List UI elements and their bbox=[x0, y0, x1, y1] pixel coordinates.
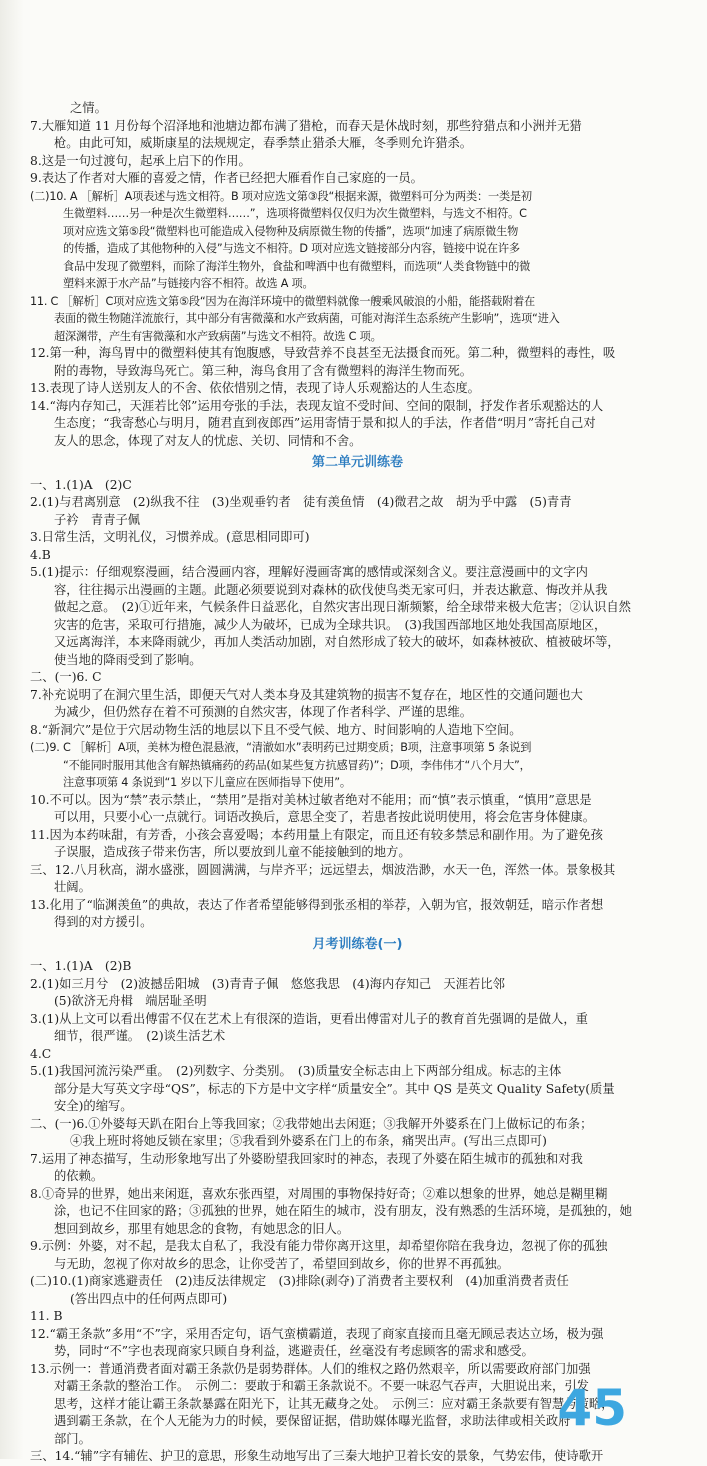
text-line: 部门。 bbox=[54, 1431, 91, 1446]
text-line: 思考，这样才能让霸王条款暴露在阳光下，让其无藏身之处。 示例三：应对霸王条款要有智慧与策略， bbox=[54, 1396, 614, 1411]
text-line: 7.补充说明了在洞穴里生活，即便天气对人类本身及其建筑物的损害不复存在，地区性的交通问题也大 bbox=[30, 687, 583, 702]
text-line: 友人的思念，体现了对友人的忧虑、关切、同情和不舍。 bbox=[54, 433, 362, 448]
text-line: 4.C bbox=[30, 1046, 52, 1061]
text-line: 7.运用了神态描写，生动形象地写出了外婆盼望我回家时的神态，表现了外婆在陌生城市的孤独和对我 bbox=[30, 1151, 583, 1166]
text-line: 塑料来源于水产品”与链接内容不相符。故选 A 项。 bbox=[63, 277, 314, 290]
text-line: 与无助，忽视了你对故乡的思念，让你受苦了，希望回到故乡，你的世界不再孤独。 bbox=[54, 1256, 509, 1271]
binding-margin bbox=[0, 0, 24, 1459]
text-line: 表面的微生物随洋流旅行，其中部分有害微藻和水产致病菌，可能对海洋生态系统产生影响”，选项“进入 bbox=[54, 312, 560, 325]
text-line: 8.这是一句过渡句，起承上启下的作用。 bbox=[30, 153, 251, 168]
text-line: 容，往往揭示出漫画的主题。此题必须要说到对森林的砍伐使鸟类无家可归，并表达歉意、悔改并从我 bbox=[54, 582, 608, 597]
text-line: 生微塑料……另一种是次生微塑料……”，选项将微塑料仅仅归为次生微塑料，与选文不相符。C bbox=[63, 207, 527, 220]
text-line: 14.“海内存知己，天涯若比邻”运用夸张的手法，表现友谊不受时间、空间的限制，抒发作者乐观豁达的人 bbox=[30, 398, 604, 413]
page-number: 45 bbox=[557, 1379, 627, 1437]
text-line: 生态度；“我寄愁心与明月，随君直到夜郎西”运用寄情于景和拟人的手法，作者借“明月”寄托自己对 bbox=[54, 416, 596, 430]
text-line: 的依赖。 bbox=[54, 1169, 104, 1183]
text-line: “不能同时服用其他含有解热镇痛药的药品(如某些复方抗感冒药)”；D项，李伟伟才“八个月大”， bbox=[63, 758, 531, 772]
text-line: 9.表达了作者对大雁的喜爱之情，作者已经把大雁看作自己家庭的一员。 bbox=[30, 171, 423, 185]
text-line: 4.B bbox=[30, 547, 51, 562]
text-line: 得到的对方援引。 bbox=[54, 915, 153, 929]
text-line: 2.(1)如三月兮 (2)波撼岳阳城 (3)青青子佩 悠悠我思 (4)海内存知己 天涯若比邻 bbox=[30, 976, 505, 991]
text-line: 超深渊带，产生有害微藻和水产致病菌”与选文不相符。故选 C 项。 bbox=[54, 329, 382, 343]
text-line: 12.“霸王条款”多用“不”字，采用否定句，语气蛮横霸道，表现了商家直接而且毫无顾忌表达立场，极为强 bbox=[30, 1326, 604, 1341]
text-line: 7.大雁知道 11 月份每个沼泽地和池塘边都布满了猎枪，而春天是休战时刻，那些狩猎点和小洲并无猎 bbox=[30, 118, 582, 133]
text-line: 13.示例一：普通消费者面对霸王条款仍是弱势群体。人们的维权之路仍然艰辛，所以需要政府部门加强 bbox=[30, 1361, 591, 1376]
text-line: 之情。 bbox=[70, 101, 107, 115]
text-line: 势，同时“不”字也表现商家只顾自身利益，逃避责任，丝毫没有考虑顾客的需求和感受。 bbox=[54, 1344, 534, 1358]
text-line: 想回到故乡，那里有她思念的食物，有她思念的旧人。 bbox=[54, 1221, 350, 1236]
text-line: 遇到霸王条款，在个人无能为力的时候，要保留证据，借助媒体曝光监督，求助法律或相关政府 bbox=[54, 1414, 571, 1428]
text-line: 枪。由此可知，威斯康星的法规规定，春季禁止猎杀大雁，冬季则允许猎杀。 bbox=[54, 136, 473, 150]
text-line: (答出四点中的任何两点即可) bbox=[70, 1291, 228, 1306]
text-line: 三、12.八月秋高，湖水盛涨，圆圆满满，与岸齐平；远远望去，烟波浩渺，水天一色，浑然一体。景象极其 bbox=[30, 862, 616, 877]
text-line: 注意事项第 4 条说到“1 岁以下儿童应在医师指导下使用”。 bbox=[63, 776, 351, 789]
text-line: 二、(一)6. C bbox=[30, 670, 102, 684]
text-line: 为减少，但仍然存在着不可预测的自然灾害，体现了作者科学、严谨的思维。 bbox=[54, 705, 473, 719]
text-line: 11. C ［解析］C项对应选文第⑤段“因为在海洋环境中的微塑料就像一艘乘风破浪的小船，能搭载附着在 bbox=[30, 294, 536, 308]
text-line: (二)10.(1)商家逃避责任 (2)违反法律规定 (3)排除(剥夺)了消费者主要权利 (4)加重消费者责任 bbox=[30, 1274, 569, 1288]
text-line: 12.第一种，海鸟胃中的微塑料使其有饱腹感，导致营养不良甚至无法摄食而死。第二种，微塑料的毒性，吸 bbox=[30, 346, 616, 360]
section-title: 第二单元训练卷 bbox=[311, 455, 403, 470]
section-title: 月考训练卷(一) bbox=[312, 936, 403, 952]
text-line: 做起之意。 (2)①近年来，气候条件日益恶化，自然灾害出现日渐频繁，给全球带来极大危害；②认识自然 bbox=[54, 600, 631, 614]
text-line: 灾害的危害，采取可行措施，减少人为破坏，已成为全球共识。 (3)我国西部地区地处我国高原地区， bbox=[54, 617, 607, 632]
text-line: 食品中发现了微塑料，而除了海洋生物外，食盐和啤酒中也有微塑料，而选项“人类食物链中的微 bbox=[63, 259, 531, 273]
text-line: 2.(1)与君离别意 (2)纵我不往 (3)坐观垂钓者 徒有羡鱼情 (4)微君之故 胡为乎中露 (5)青青 bbox=[30, 495, 572, 509]
text-line: 13.化用了“临渊羡鱼”的典故，表达了作者希望能够得到张丞相的举荐，入朝为官，报效朝廷，暗示作者想 bbox=[30, 897, 604, 912]
text-line: 可以用，只要小心一点就行。词语改换后，意思全变了，若患者按此说明使用，将会危害身体健康。 bbox=[54, 810, 596, 824]
text-line: 5.(1)提示：仔细观察漫画，结合漫画内容，理解好漫画寄寓的感情或深刻含义。要注意漫画中的文字内 bbox=[30, 565, 588, 579]
text-line: ④我上班时将她反锁在家里；⑤我看到外婆系在门上的布条，痛哭出声。(写出三点即可) bbox=[70, 1134, 547, 1148]
text-line: 一、1.(1)A (2)C bbox=[30, 477, 132, 492]
text-line: 一、1.(1)A (2)B bbox=[30, 959, 132, 973]
text-line: (二)9. C ［解析］A项，美林为橙色混悬液，“清澈如水”表明药已过期变质；B项，注意事项第 5 条说到 bbox=[30, 741, 532, 754]
text-line: 的传播，造成了其他物种的入侵”与选文不相符。D 项对应选文链接部分内容，链接中说在许多 bbox=[63, 242, 520, 255]
text-line: 三、14.“辅”字有辅佐、护卫的意思，形象生动地写出了三秦大地护卫着长安的景象，气势宏伟，使诗歌开 bbox=[30, 1449, 604, 1463]
text-line: 10.不可以。因为“禁”表示禁止，“禁用”是指对美林过敏者绝对不能用；而“慎”表示慎重，“慎用”意思是 bbox=[30, 792, 592, 807]
text-line: 涂，也记不住回家的路；③孤独的世界，她在陌生的城市，没有朋友，没有熟悉的生活环境，是孤独的，她 bbox=[54, 1204, 632, 1218]
text-line: 对霸王条款的整治工作。 示例二：要敢于和霸王条款说不。不要一味忍气吞声，大胆说出来，引发 bbox=[54, 1379, 589, 1393]
text-line: (5)欲济无舟楫 端居耻圣明 bbox=[54, 994, 207, 1008]
text-line: 3.日常生活，文明礼仪，习惯养成。(意思相同即可) bbox=[30, 530, 310, 544]
text-line: 子衿 青青子佩 bbox=[54, 512, 141, 527]
text-line: 3.(1)从上文可以看出傅雷不仅在艺术上有很深的造诣，更看出傅雷对儿子的教育首先强调的是做人，重 bbox=[30, 1011, 588, 1026]
text-line: 子误服，造成孩子带来伤害，所以要放到儿童不能接触到的地方。 bbox=[54, 845, 411, 859]
text-line: 使当地的降雨受到了影响。 bbox=[54, 652, 202, 667]
text-line: 安全)的缩写。 bbox=[54, 1099, 133, 1113]
text-line: 8.“新洞穴”是位于穴居动物生活的地层以下且不受气候、地方、时间影响的人造地下空间。 bbox=[30, 722, 522, 737]
text-line: 11. B bbox=[30, 1309, 63, 1323]
text-line: 11.因为本药味甜，有芳香，小孩会喜爱喝；本药用量上有限定，而且还有较多禁忌和副作用。为了避免孩 bbox=[30, 827, 603, 842]
text-line: 部分是大写英文字母“QS”，标志的下方是中文字样“质量安全”。其中 QS 是英文 Quality Safety(质量 bbox=[54, 1081, 615, 1096]
text-line: (二)10. A ［解析］A项表述与选文相符。B 项对应选文第③段“根据来源，微塑料可分为两类：一类是初 bbox=[30, 189, 532, 203]
text-line: 二、(一)6.①外婆每天趴在阳台上等我回家；②我带她出去闲逛；③我解开外婆系在门上做标记的布条； bbox=[30, 1116, 593, 1131]
text-line: 5.(1)我国河流污染严重。 (2)列数字、分类别。 (3)质量安全标志由上下两部分组成。标志的主体 bbox=[30, 1064, 562, 1078]
text-line: 附的毒物，导致海鸟死亡。第三种，海鸟食用了含有微塑料的海洋生物而死。 bbox=[54, 363, 473, 378]
answer-page bbox=[30, 100, 685, 1466]
text-line: 9.示例：外婆，对不起，是我太自私了，我没有能力带你离开这里，却希望你陪在我身边，忽视了你的孤独 bbox=[30, 1239, 608, 1253]
text-line: 壮阔。 bbox=[54, 880, 91, 894]
text-line: 又远离海洋，本来降雨就少，再加人类活动加剧，对自然形成了较大的破坏，如森林被砍、植被破坏等， bbox=[54, 635, 620, 649]
text-line: 13.表现了诗人送别友人的不舍、依依惜别之情，表现了诗人乐观豁达的人生态度。 bbox=[30, 381, 480, 395]
text-line: 8.①奇异的世界，她出来闲逛，喜欢东张西望，对周围的事物保持好奇；②难以想象的世界，她总是糊里糊 bbox=[30, 1186, 608, 1201]
text-line: 细节，很严谨。 (2)谈生活艺术 bbox=[54, 1029, 226, 1043]
text-line: 项对应选文第⑤段“微塑料也可能造成入侵物种及病原微生物的传播”，选项“加速了病原微生物 bbox=[63, 224, 519, 238]
